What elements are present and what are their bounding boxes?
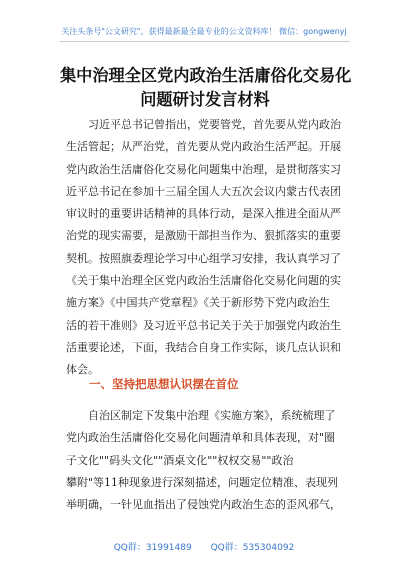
paragraph-line: 习近平总书记曾指出，党要管党，首先要从党内政治 [88, 118, 341, 131]
paragraph-line: 举明确，一针见血指出了侵蚀党内政治生态的歪风邪气， [66, 498, 341, 512]
paragraph-line: 施方案》《中国共产党章程》《关于新形势下党内政治生 [66, 296, 330, 310]
paragraph-line: 审议时的重要讲话精神的具体行动，是深入推进全面从严 [66, 207, 341, 221]
header-divider [60, 41, 350, 42]
section-heading: 一、坚持把思想认识摆在首位 [89, 377, 239, 391]
title-line: 集中治理全区党内政治生活庸俗化交易化 [60, 66, 352, 85]
paragraph-line: 体会。 [66, 363, 99, 377]
paragraph-line: 自治区制定下发集中治理《实施方案》，系统梳理了 [88, 409, 336, 422]
paragraph-line: 近平总书记在参加十三届全国人大五次会议内蒙古代表团 [66, 184, 341, 198]
paragraph-line: 《关于集中治理全区党内政治生活庸俗化交易化问题的实 [66, 274, 341, 288]
paragraph-line: 党内政治生活庸俗化交易化问题清单和具体表现，对"圈 [66, 431, 336, 445]
footer-qq-group-2: QQ群：535304092 [210, 543, 295, 553]
paragraph-line: 治党的现实需要，是激励干部担当作为、狠抓落实的重要 [66, 229, 341, 243]
paragraph-2 [66, 405, 352, 516]
top-banner: 关注头条号"公文研究"，获得最新最全最专业的公文资料库！ 微信：gongwenyj [61, 27, 347, 36]
paragraph-line: 党内政治生活庸俗化交易化问题集中治理，是贯彻落实习 [66, 162, 341, 176]
paragraph-1 [66, 114, 352, 382]
footer [0, 540, 408, 553]
paragraph-line: 活重要论述，下面，我结合自身工作实际，谈几点认识和 [66, 340, 341, 354]
paragraph-line: 子文化""码头文化""酒桌文化""权权交易""政治 [66, 453, 294, 467]
paragraph-line: 攀附"等11种现象进行深刻描述，问题定位精准、表现列 [66, 475, 339, 489]
document-title [60, 64, 350, 112]
title-line: 问题研讨发言材料 [140, 90, 270, 109]
paragraph-line: 契机。按照旗委理论学习中心组学习安排，我认真学习了 [66, 251, 341, 265]
paragraph-line: 生活管起；从严治党，首先要从党内政治生活严起。开展 [66, 140, 341, 154]
footer-qq-group-1: QQ群：31991489 [113, 543, 192, 553]
paragraph-line: 活的若干准则》及习近平总书记关于关于加强党内政治生 [66, 318, 341, 332]
